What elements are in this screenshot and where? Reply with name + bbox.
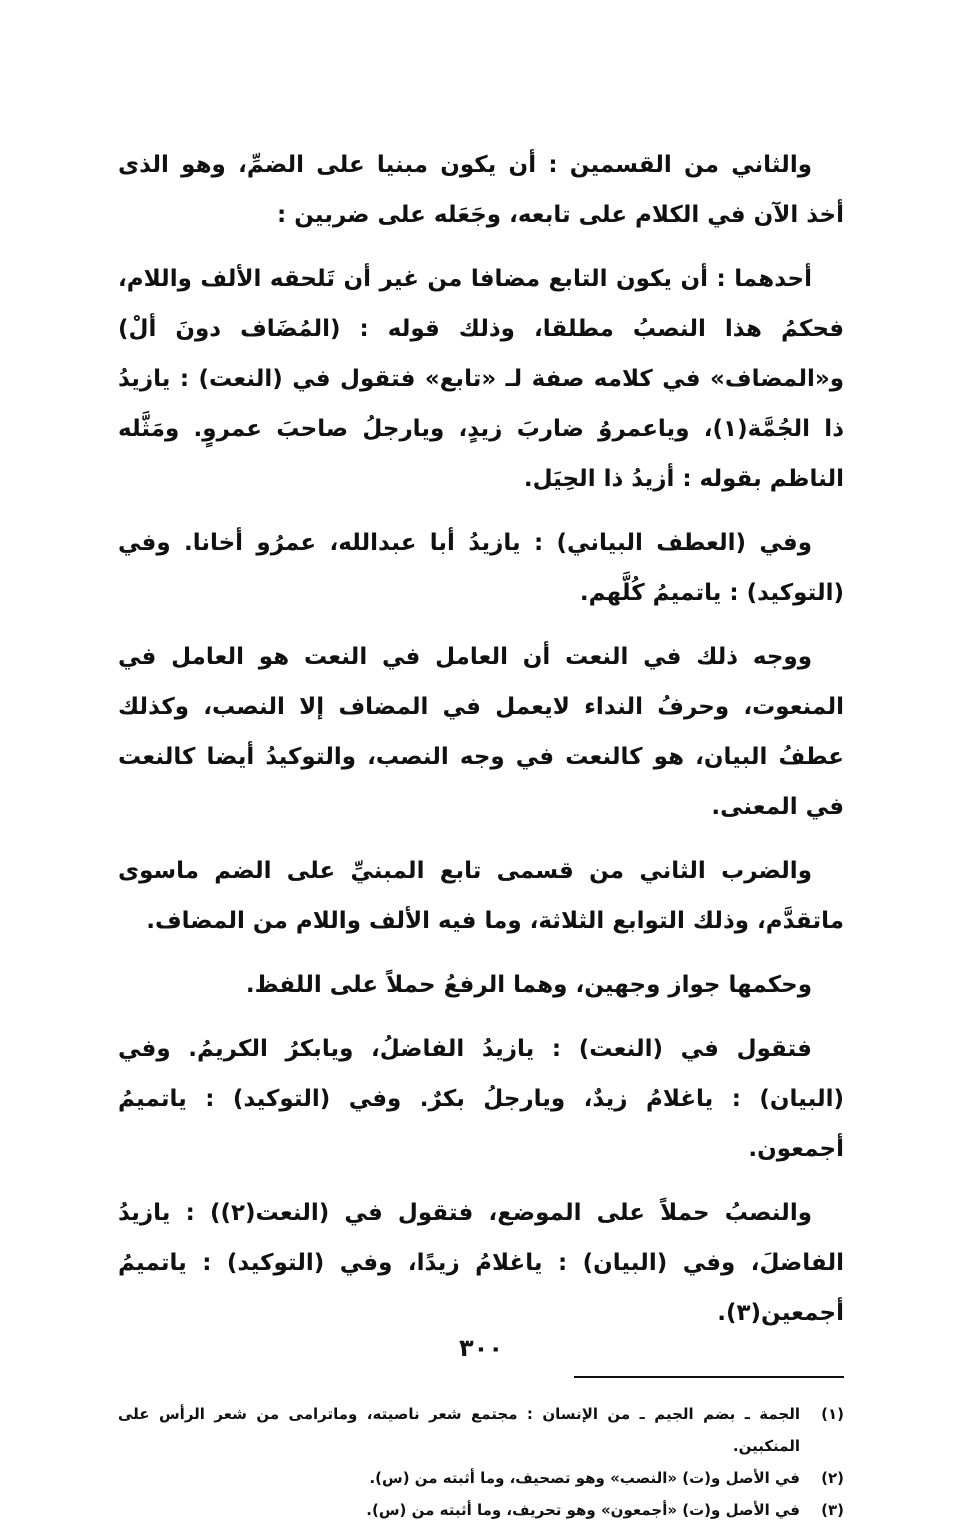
paragraph-1: والثاني من القسمين : أن يكون مبنيا على الضمِّ، وهو الذى أخذ الآن في الكلام على تابعه، وجَعَله على ضربين : [118,152,844,228]
page-number: ٣٠٠ [459,1334,503,1362]
footnote-number: (٢) [821,1469,844,1487]
footnote-text: في الأصل و(ت) «أجمعون» وهو تحريف، وما أثبته من (س). [366,1501,800,1519]
footnote-2 [118,1462,844,1494]
paragraph-7: فتقول في (النعت) : يازيدُ الفاضلُ، ويابكرُ الكريمُ. وفي (البيان) : ياغلامُ زيدٌ، ويارجلُ بكرٌ. وفي (التوكيد) : ياتميمُ أجمعون. [118,1036,844,1162]
footnote-3 [118,1494,844,1526]
footnote-text: في الأصل و(ت) «النصب» وهو تصحيف، وما أثبته من (س). [369,1469,800,1487]
footnotes [118,1398,844,1526]
paragraph-8: والنصبُ حملاً على الموضع، فتقول في (النعت(٢)) : يازيدُ الفاضلَ، وفي (البيان) : ياغلامُ زيدًا، وفي (التوكيد) : ياتميمُ أجمعين(٣). [118,1200,844,1326]
footnote-divider [574,1376,844,1378]
footnote-number: (١) [821,1405,844,1423]
footnote-number: (٣) [821,1501,844,1519]
paragraph-6: وحكمها جواز وجهين، وهما الرفعُ حملاً على اللفظ. [245,972,812,998]
footnote-text: الجمة ـ بضم الجيم ـ من الإنسان : مجتمع شعر ناصيته، وماترامى من شعر الرأس على المنكبين. [118,1405,800,1455]
paragraph-2: أحدهما : أن يكون التابع مضافا من غير أن تَلحقه الألف واللام، فحكمُ هذا النصبُ مطلقا، وذلك قوله : (المُضَاف دونَ ألْ) و«المضاف» في كلامه صفة لـ «تابع» فتقول في (النعت) : يازيدُ ذا الجُمَّة(١)، وياعمروُ ضاربَ زيدٍ، ويارجلُ صاحبَ عمروٍ. ومَثَّله الناظم بقوله : أزيدُ ذا الحِيَل. [118,266,844,492]
paragraph-4: ووجه ذلك في النعت أن العامل في النعت هو العامل في المنعوت، وحرفُ النداء لايعمل في المضاف إلا النصب، وكذلك عطفُ البيان، هو كالنعت في وجه النصب، والتوكيدُ أيضا كالنعت في المعنى. [118,644,844,820]
main-text [118,140,844,1338]
footnote-1 [118,1398,844,1462]
paragraph-5: والضرب الثاني من قسمى تابع المبنيِّ على الضم ماسوى ماتقدَّم، وذلك التوابع الثلاثة، وما فيه الألف واللام من المضاف. [118,858,844,934]
paragraph-3: وفي (العطف البياني) : يازيدُ أبا عبدالله، عمرُو أخانا. وفي (التوكيد) : ياتميمُ كُلَّهم. [118,530,844,606]
